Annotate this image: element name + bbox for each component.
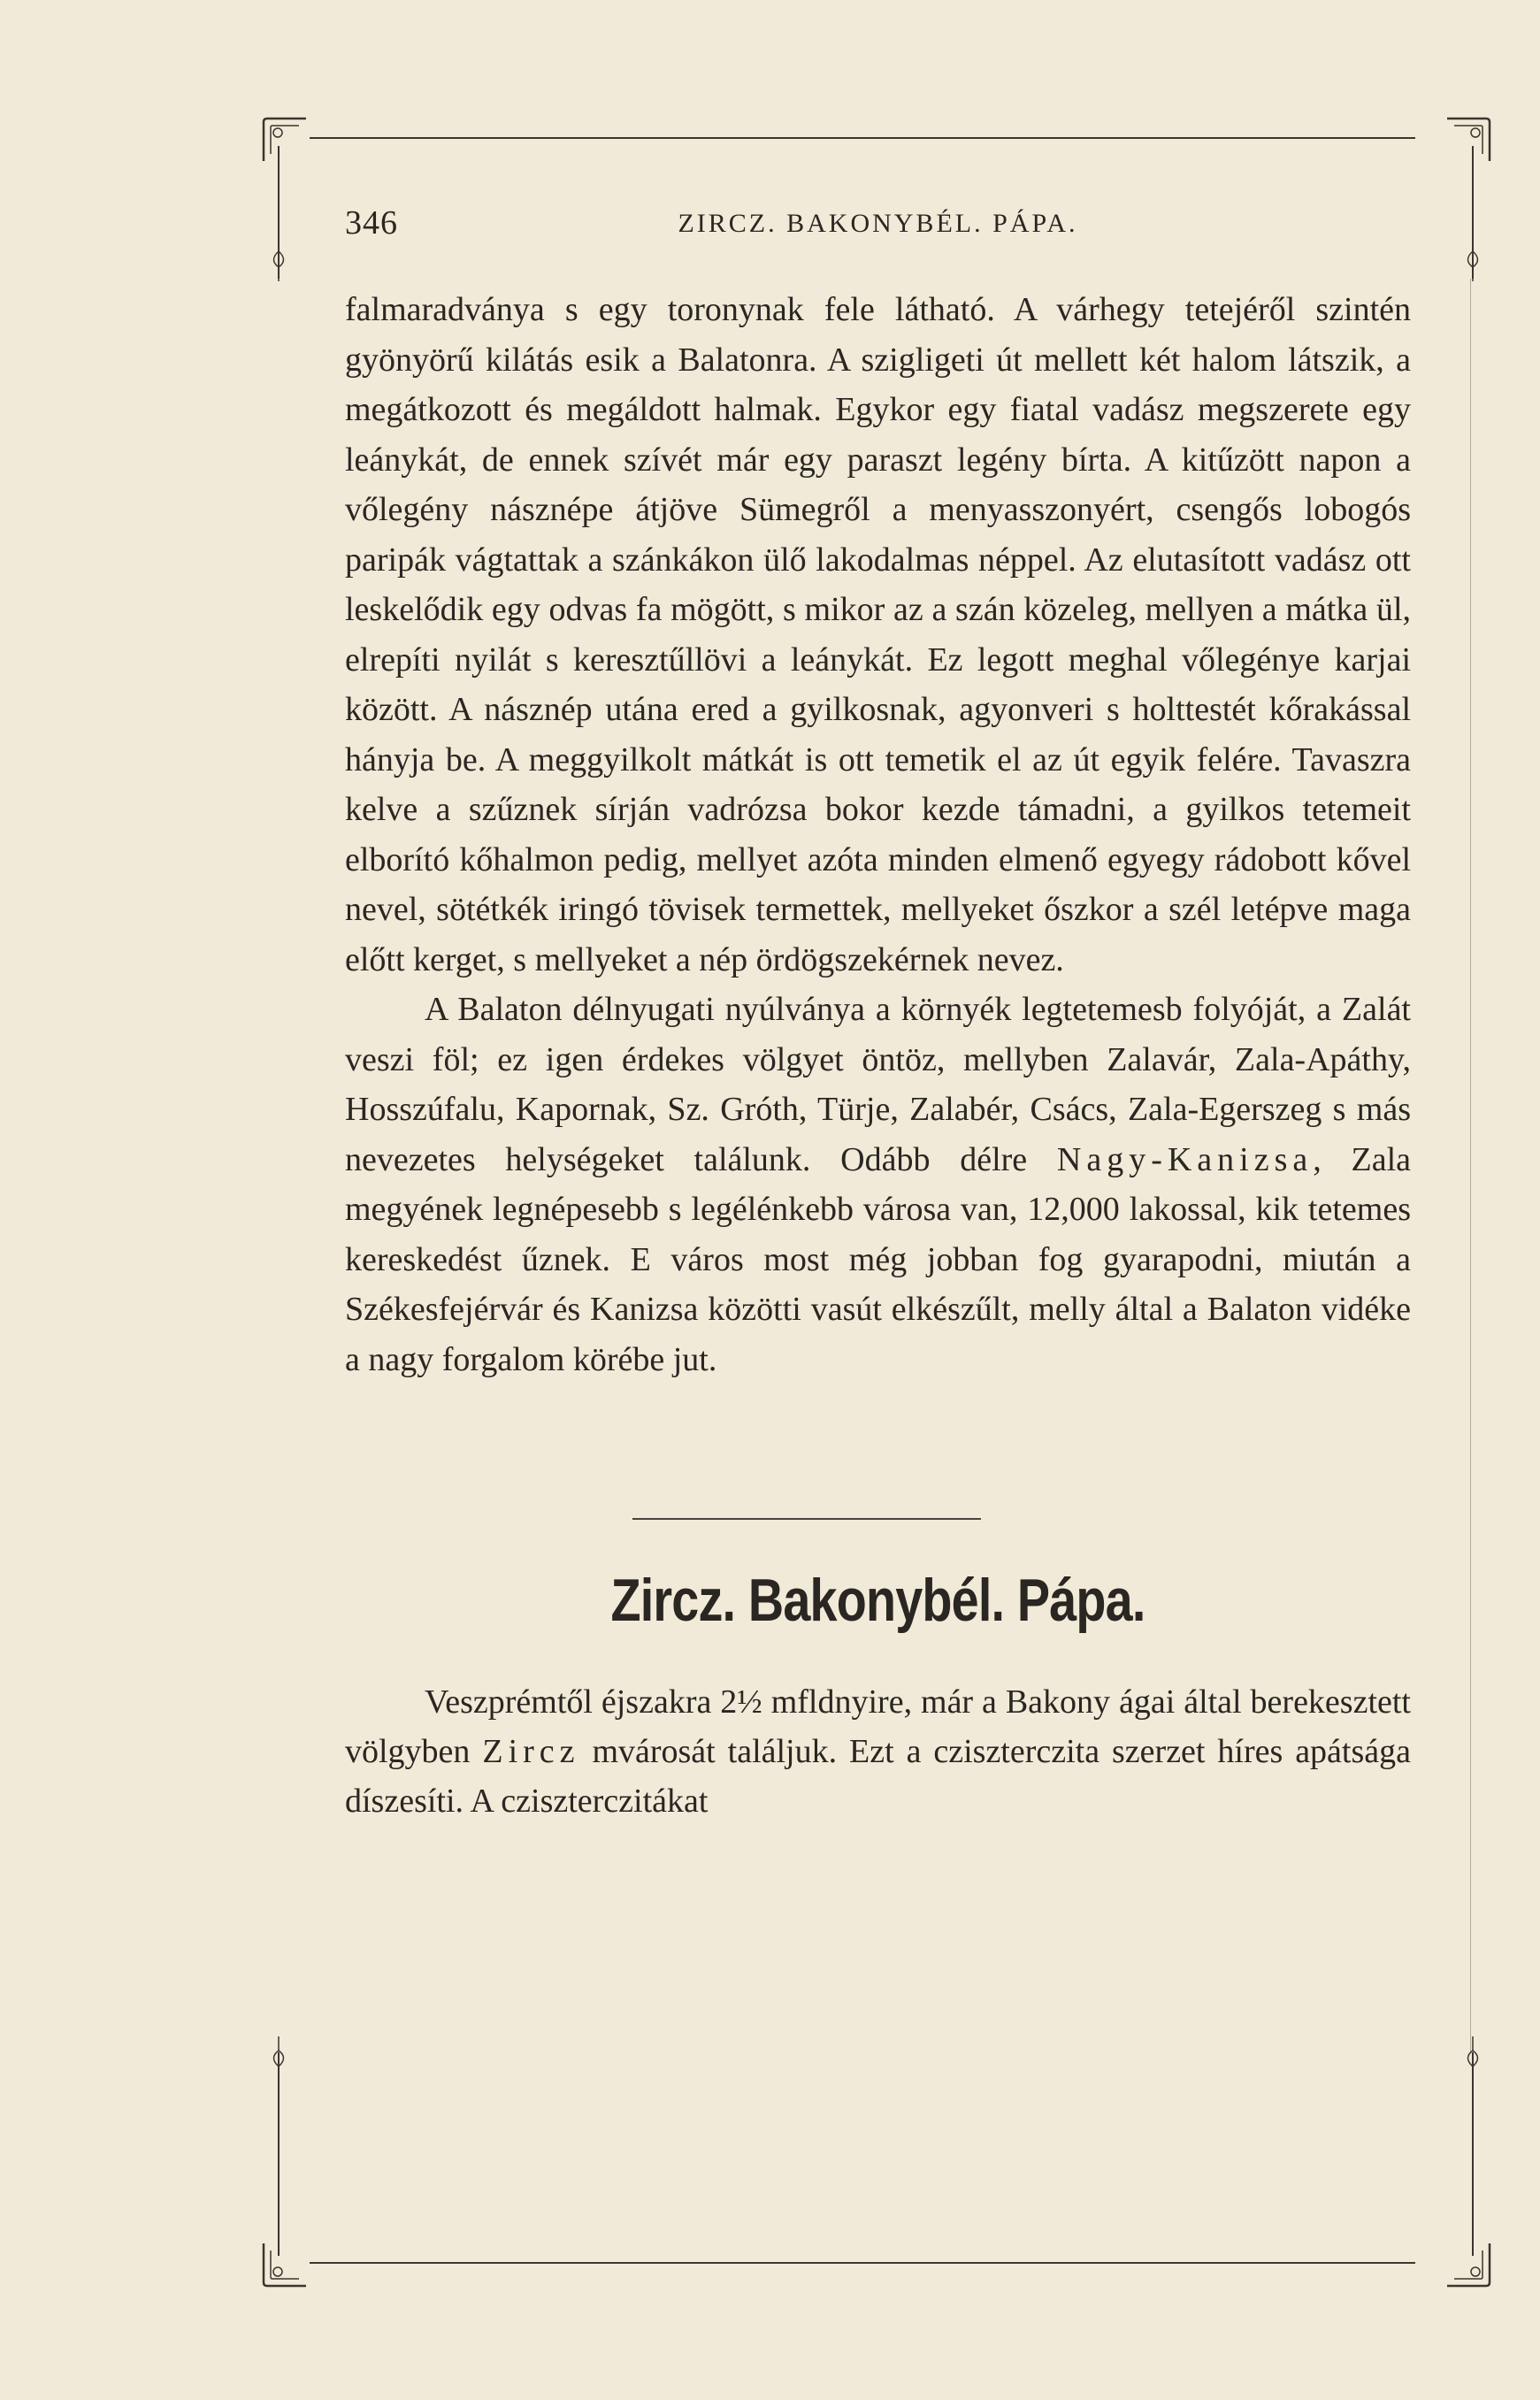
page-number: 346 bbox=[345, 204, 398, 242]
right-bottom-rule bbox=[1472, 2052, 1474, 2256]
paragraph-1: falmaradványa s egy toronynak fele látható. A várhegy tetejéről szintén gyönyörű kilátás esik a Balatonra. A szigligeti út mellett két halom látszik, a megátkozott és megáldott halmak. Egykor egy fiatal vadász megszerete egy leánykát, de ennek szívét már egy paraszt legény bírta. A kitűzött napon a vőlegény násznépe átjöve Sümegről a menyasszonyért, csengős lobogós paripák vágtattak a szánkákon ülő lakodalmas néppel. Az elutasított vadász ott leskelődik egy odvas fa mögött, s mikor az a szán közeleg, mellyen a mátka ül, elrepíti nyilát s keresztűllövi a leánykát. Ez legott meghal vőlegénye karjai között. A násznép utána ered a gyilkosnak, agyonveri s holttestét kőrakással hányja be. A meggyilkolt mátkát is ott temetik el az út egyik felére. Tavaszra kelve a szűznek sírján vadrózsa bokor kezde támadni, a gyilkos tetemeit elborító kőhalmon pedig, mellyet azóta minden elmenő egyegy rádobott kővel nevel, sötétkék iringó tövisek termettek, mellyeket őszkor a szél letépve maga előtt kerget, s mellyeket a nép ördögszekérnek nevez. bbox=[345, 291, 1411, 978]
section-text-after: mvárosát találjuk. Ezt a cziszterczita szerzet híres apátsága díszesíti. A cziszterczitákat bbox=[345, 1733, 1411, 1820]
paragraph-2 bbox=[345, 985, 1411, 1384]
section-paragraph bbox=[345, 1677, 1411, 1826]
section-separator bbox=[632, 1518, 981, 1520]
right-margin-rule bbox=[1470, 279, 1471, 2052]
corner-ornament-bottom-left bbox=[258, 2238, 311, 2291]
town-name-zircz: Zircz bbox=[482, 1733, 580, 1770]
section-title: Zircz. Bakonybél. Pápa. bbox=[610, 1567, 1145, 1634]
corner-ornament-top-left bbox=[258, 113, 311, 166]
corner-ornament-bottom-right bbox=[1442, 2238, 1495, 2291]
paragraph-2-text-after: , Zala megyének legnépesebb s legélénkebb városa van, 12,000 lakossal, kik tetemes kereskedést űznek. E város most még jobban fog gyarapodni, miután a Székesfejérvár és Kanizsa közötti vasút elkészűlt, melly által a Balaton vidéke a nagy forgalom körébe jut. bbox=[345, 1140, 1412, 1378]
page-header bbox=[345, 203, 1411, 257]
corner-ornament-top-right bbox=[1442, 113, 1495, 166]
side-fleuron-top-right bbox=[1460, 248, 1486, 283]
side-fleuron-bottom-left bbox=[265, 2035, 292, 2070]
running-head: ZIRCZ. BAKONYBÉL. PÁPA. bbox=[678, 209, 1078, 238]
paragraph-2-text-before: A Balaton délnyugati nyúlványa a környék legtetemesb folyóját, a Zalát veszi föl; ez igen érdekes völgyet öntöz, mellyben Zalavár, Zala-Apáthy, Hosszúfalu, Kapornak, Sz. Gróth, Türje, Zalabér, Csács, Zala-Egerszeg s más nevezetes helységeket találunk. Odább délre bbox=[345, 991, 1411, 1178]
left-bottom-rule bbox=[278, 2052, 280, 2256]
section-text-before: Veszprémtől éjszakra 2½ mfldnyire, már a Bakony ágai által berekesztett völgyben bbox=[345, 1683, 1411, 1770]
top-rule bbox=[310, 137, 1415, 139]
side-fleuron-bottom-right bbox=[1460, 2035, 1486, 2070]
city-name-nagy-kanizsa: Nagy-Kanizsa bbox=[1056, 1140, 1314, 1178]
bottom-rule bbox=[310, 2262, 1415, 2264]
body-text bbox=[345, 285, 1411, 1384]
side-fleuron-top-left bbox=[265, 248, 292, 283]
section-body-text bbox=[345, 1677, 1411, 1826]
